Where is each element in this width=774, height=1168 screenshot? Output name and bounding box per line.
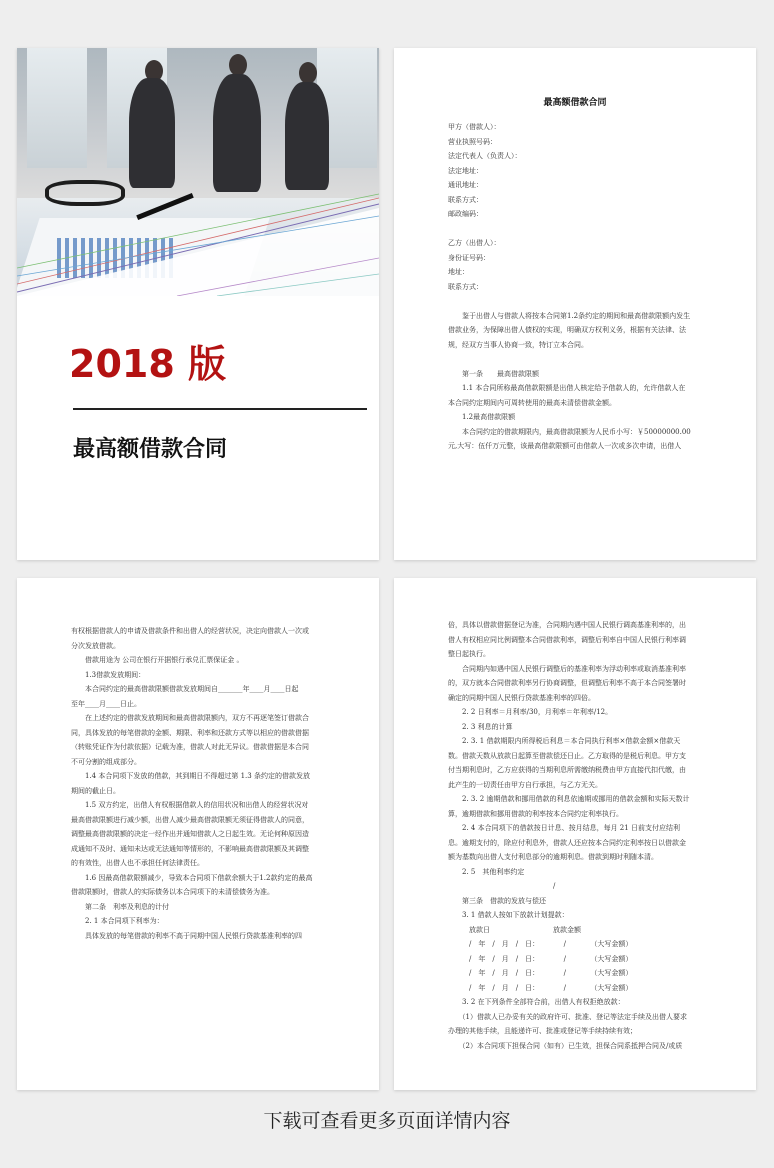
text-line: 调整最高借款限额的决定一经作出并通知借款人之日起生效。无论何种原因造	[71, 830, 309, 838]
text-line: / 年 / 月 / 日： / （大写金额）	[448, 983, 633, 992]
text-line: 的，双方就本合同借款利率另行协商调整，但调整后利率不高于本合同签署时	[448, 679, 686, 687]
text-line: （2）本合同项下担保合同（如有）已生效，担保合同系抵押合同及/或质	[448, 1041, 683, 1050]
text-line: 乙方（出借人）：	[448, 239, 501, 247]
text-line: 倍，具体以借款借据登记为准，合同期内遇中国人民银行调高基准利率的，出	[448, 621, 686, 629]
text-line: 法定代表人（负责人）：	[448, 152, 522, 160]
text-line: 2. 1 本合同项下利率为：	[71, 917, 164, 925]
text-line: / 年 / 月 / 日： / （大写金额）	[448, 954, 633, 963]
text-line: 借人有权相应同比例调整本合同借款利率，调整后利率自中国人民银行利率调	[448, 635, 686, 644]
text-line: 期间的截止日。	[71, 786, 120, 795]
text-line: 借款用途为 公司在银行开据银行承兑汇票保证金 。	[71, 656, 244, 664]
text-line: 通讯地址：	[448, 181, 483, 189]
text-line: 分次发放借款。	[71, 641, 120, 650]
text-line: 同，具体发放的每笔借款的金额、期限、利率和还款方式等以相应的借款借据	[71, 728, 309, 737]
text-line: 联系方式：	[448, 282, 483, 291]
text-line: 营业执照号码：	[448, 137, 497, 146]
text-line: 最高借款限额进行减少额，出借人减少最高借款限额无须征得借款人的同意，	[71, 815, 309, 824]
text-line: 整日起执行。	[448, 650, 490, 658]
contract-text	[448, 120, 730, 454]
text-line: 第三条 借款的发放与偿还	[448, 896, 546, 905]
text-line: 联系方式：	[448, 195, 483, 204]
contract-page-1	[394, 48, 756, 560]
text-line: 规，经双方当事人协商一致，特订立本合同。	[448, 340, 588, 349]
text-line: / 年 / 月 / 日： / （大写金额）	[448, 940, 633, 948]
text-line: 的有效性，出借人也不承担任何法律责任。	[71, 859, 204, 867]
text-line: 本合同约定的最高借款限额借款发放期间自_______年____月____日起	[71, 685, 299, 693]
text-line: （转账凭证作为付款依据）记载为准，借款人对此无异议。借款借据是本合同	[71, 743, 309, 751]
text-line: 法定地址：	[448, 166, 483, 175]
text-line: 1.2最高借款限额	[448, 413, 516, 421]
text-line: 不可分割的组成部分。	[71, 757, 141, 766]
text-line: 2. 3. 2 逾期借款和挪用借款的利息依逾期或挪用的借款金额和实际天数计	[448, 795, 690, 803]
text-line: 甲方（借款人）：	[448, 123, 501, 131]
text-line: 3. 2 在下列条件全部符合前，出借人有权拒绝放款：	[448, 998, 625, 1006]
text-line: 身份证号码：	[448, 253, 490, 262]
text-line: 3. 1 借款人按如下放款计划提款：	[448, 911, 569, 919]
contract-page-2	[17, 578, 379, 1090]
text-line: 付当期利息时，乙方应获得的当期利息所需缴纳税费由甲方直接代扣代缴，由	[448, 766, 686, 774]
text-line: 本合同约定的借款期限内，最高借款限额为人民币小写：￥50000000.00	[448, 427, 691, 436]
text-line: 成通知不及时、通知未达或无法通知等情形的，不影响最高借款限额及其调整	[71, 844, 309, 853]
text-line: 1.3借款发放期间：	[71, 670, 146, 679]
contract-page-3	[394, 578, 756, 1090]
text-line: 合同期内如遇中国人民银行调整后的基准利率为浮动利率或取消基准利率	[448, 664, 686, 673]
text-line: 此产生的一切责任由甲方自行承担，与乙方无关。	[448, 780, 602, 789]
divider	[73, 408, 367, 410]
text-line: 数。借款天数从放款日起算至借款偿还日止。乙方取得的是税后利息。甲方支	[448, 751, 686, 760]
text-line: 1.4 本合同项下发放的借款，其到期日不得超过第 1.3 条约定的借款发放	[71, 772, 310, 780]
text-line: 有权根据借款人的申请及借款条件和出借人的经营状况，决定向借款人一次或	[71, 627, 309, 635]
text-line: 1.1 本合同所称最高借款限额是出借人核定给予借款人的，允许借款人在	[448, 384, 686, 392]
business-handshake-photo	[17, 48, 379, 296]
text-line: 借款业务，为保障出借人债权的实现，明确双方权利义务，根据有关法律、法	[448, 326, 686, 334]
text-line: /	[448, 882, 556, 890]
text-line: 2. 4 本合同项下的借款按日计息、按月结息，每月 21 日前支付应结利	[448, 824, 680, 832]
text-line: 本合同约定期间内可周转使用的最高未清偿借款金额。	[448, 398, 616, 407]
contract-text	[448, 618, 730, 1053]
contract-text	[71, 624, 353, 943]
text-line: 算，逾期借款和挪用借款的利率按本合同约定利率执行。	[448, 809, 623, 818]
text-line: 具体发放的每笔借款的利率不高于同期中国人民银行贷款基准利率的四	[71, 931, 302, 940]
cover-year: 2018 版	[69, 342, 226, 386]
text-line: 第二条 利率及利息的计付	[71, 902, 169, 911]
text-line	[448, 222, 730, 237]
text-line: 1.6 因最高借款限额减少，导致本合同项下借款余额大于1.2款约定的最高	[71, 873, 313, 882]
decorative-lines	[17, 48, 379, 296]
text-line: 额为基数向出借人支付利息部分的逾期利息。借款到期时利随本清。	[448, 853, 658, 861]
text-line: 借款限额时，借款人的实际债务以本合同项下的未清偿债务为准。	[71, 888, 274, 896]
text-line: 在上述约定的借款发放期间和最高借款限额内，双方不再逐笔签订借款合	[71, 714, 309, 722]
text-line	[448, 352, 730, 367]
text-line: 元,大写：伍仟万元整，该最高借款限额可由借款人一次或多次申请，出借人	[448, 442, 682, 450]
text-line: / 年 / 月 / 日： / （大写金额）	[448, 969, 633, 977]
text-line: 2. 3 利息的计算	[448, 722, 513, 731]
text-line: 鉴于出借人与借款人将按本合同第1.2条约定的期间和最高借款限额内发生	[448, 311, 691, 320]
text-line: （1）借款人已办妥有关的政府许可、批准、登记等法定手续及出借人要求	[448, 1012, 687, 1021]
text-line: 第一条 最高借款限额	[448, 369, 539, 378]
text-line: 至年____月____日止。	[71, 699, 141, 708]
text-line: 息。逾期支付的，除应付利息外，借款人还应按本合同约定利率按日以借款金	[448, 838, 686, 847]
download-hint: 下载可查看更多页面详情内容	[263, 1110, 511, 1132]
text-line: 1.5 双方约定，出借人有权根据借款人的信用状况和出借人的经营状况对	[71, 801, 309, 809]
text-line: 2. 5 其他利率约定	[448, 867, 525, 876]
cover-title: 最高额借款合同	[73, 437, 228, 462]
text-line: 邮政编码：	[448, 210, 483, 218]
cover-page	[17, 48, 379, 560]
text-line: 2. 2 日利率＝月利率/30，月利率＝年利率/12。	[448, 708, 613, 716]
text-line: 地址：	[448, 268, 469, 276]
text-line: 办理的其他手续，且能递许可、批准或登记等手续持续有效；	[448, 1027, 637, 1035]
text-line: 2. 3. 1 借款期限内所得税后利息＝本合同执行利率×借款金额×借款天	[448, 737, 681, 745]
text-line	[448, 294, 730, 309]
text-line: 放款日 放款金额	[448, 925, 581, 934]
contract-title: 最高额借款合同	[543, 98, 607, 108]
text-line: 确定的同期中国人民银行贷款基准利率的四倍。	[448, 693, 595, 702]
